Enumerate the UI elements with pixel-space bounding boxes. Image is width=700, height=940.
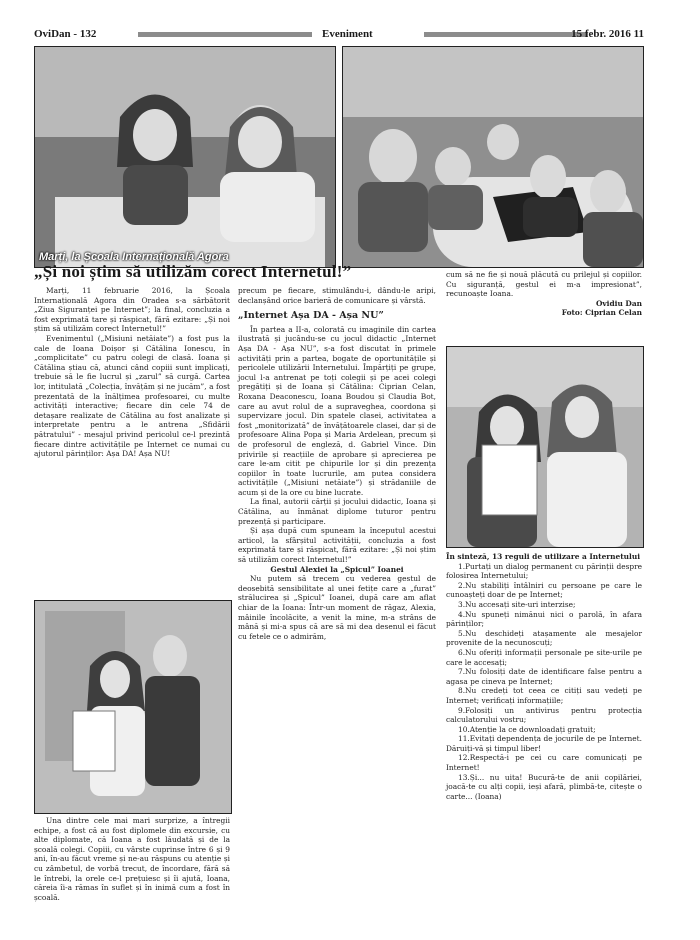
photo-right (446, 346, 644, 548)
rule-item: 7.Nu folosiți date de identificare false pentru a agasa pe cineva pe Internet; (446, 667, 642, 686)
author-signature: Ovidiu Dan (595, 298, 642, 308)
header-rule-right (424, 32, 588, 37)
paragraph: cum să ne fie și nouă plăcută cu prilejul și copiilor. Cu siguranță, gestul ei m-a impresionat”, recunoaște Ioana. (446, 270, 642, 299)
rules-list (446, 552, 642, 930)
article-column-1 (34, 286, 230, 598)
section-label: Eveniment (322, 28, 373, 40)
article-column-3 (446, 270, 642, 342)
photo-credit: Foto: Ciprian Celan (561, 308, 642, 318)
article-subtitle: „Internet Așa DA - Așa NU” (238, 310, 384, 322)
rule-item: 6.Nu oferiți informații personale pe site-urile pe care le accesați; (446, 647, 642, 667)
paragraph: În partea a II-a, colorată cu imaginile din cartea ilustrată și jucându-se cu jocul didactic „Internet Așa DA - Așa NU”, s-a fost discutat în primele activități prin a partea, bogate de oportunitățile și pericolele utilizării Internetului. Împărțiți pe grupe, jocul l-a antrenat pe toți colegii și pe acei colegi pregătiți și de Ioana și Cătălina: Ciprian Celan, Roxana Deaconescu, Ioana Boudou și Claudia Bot, care au avut rolul de a supraveghea, coordona și supervizare jocul. Din spatele clasei, activitatea a fost „monitorizată” de învățătoarele clasei, dar și de profesoare Alina Popa și Maria Ardelean, precum și de profesorul de engleză, d. Gabriel Vince. Din privirile și reacțiile de aprobare și aprecierea pe care le-am citit pe chipurile lor și din prezența copiilor în toate lucrurile, am putea considera activitățile („Misiuni netăiate”) și strădaniile de acum și de la ore cu bine lucrate. (238, 324, 436, 497)
photo-bottom-left-image (35, 601, 231, 813)
section-subheading: Gestul Alexiei la „Spicul” Ioanei (270, 564, 404, 574)
photo-top-right (342, 46, 644, 268)
photo-top-left-image (35, 47, 335, 267)
rule-item: 12.Respectă-i pe cei cu care comunicați pe Internet! (446, 753, 642, 773)
article-column-2 (238, 286, 436, 928)
paragraph: Una dintre cele mai mari surprize, a întregii echipe, a fost că au fost diplomele din excursie, cu alte diplomate, că Ioana a fost lăudată și de la școală colegi. Copiii, cu vârste cuprinse între 6 și 9 ani, în-au făcut vreme și ne-au răspuns cu atenție și cu zâmbetul, de vorbă trecut, de încordare, fără să le întrebi, la orele ce-l prețuiesc și îi ajută, Ioana, căreia îi-a rămas în suflet și în inimă cum a fost în școală. (34, 816, 230, 902)
paragraph: precum pe fiecare, stimulându-i, dându-le aripi, declanșând orice barieră de comunicare și vârstă. (238, 286, 436, 305)
rules-title: În sinteză, 13 reguli de utilizare a Internetului (446, 552, 641, 561)
paragraph: Evenimentul („Misiuni netăiate”) a fost pus la cale de Ioana Doișor și Cătălina Ionescu, în „complicitate” cu patru colegi de clasă. Ioana și Cătălina știau că, atunci când copiii sunt implicați, trebuie să le fie lucrul și „zarul” să curgă. Cartea lor, intitulată „Colecția, învățăm și ne jucăm”, a fost prezentată de la înălțimea profesoarei, cu multe activități interactive; fiecare din cele 74 de detașare realizate de Cătălina au fost analizate și interpretate pentru a le antrena „Sfidării pătratului” - mesajul privind pericolul ce-l prezintă fiecare dintre activitățile pe Internet ce numai cu ajutorul părinților: Așa DA! Așa NU! (34, 333, 230, 459)
rule-item: 10.Atenție la ce downloadați gratuit; (458, 724, 596, 734)
paragraph: La final, autorii cărții și jocului didactic, Ioana și Cătălina, au înmânat diplome tuturor pentru prezență și participare. (238, 497, 436, 526)
issue-label: OviDan - 132 (34, 28, 97, 40)
photo-top-left (34, 46, 336, 268)
paragraph: Marți, 11 februarie 2016, la Școala Internațională Agora din Oradea s-a sărbătorit „Ziua Siguranței pe Internet”; la final, concluzia a fost exprimată tare și răspicat, fără ezitare: „Și noi știm să utilizăm corect Internetul!” (34, 286, 230, 334)
rule-item: 1.Purtați un dialog permanent cu părinții despre folosirea Internetului; (446, 561, 642, 581)
rule-item: 11.Evitați dependența de jocurile de pe Internet. Dăruiți-vă și timpul liber! (446, 734, 642, 753)
photo-top-right-image (343, 47, 643, 267)
header-rule-left (138, 32, 312, 37)
page-header (34, 28, 644, 42)
rule-item: 9.Folosiți un antivirus pentru protecția calculatorului vostru; (446, 705, 642, 725)
article-title: „Și noi știm să utilizăm corect Internetul!” (34, 262, 352, 281)
photo-caption: Marți, la Școala Internațională Agora (39, 251, 229, 263)
rule-item: 3.Nu accesați site-uri interzise; (458, 599, 576, 609)
paragraph: Nu putem să trecem cu vederea gestul de deosebită sensibilitate al unei fetițe care a „furat” strălucirea și „Spicul” Ioanei, după care am aflat chiar de la Ioana: Într-un moment de răgaz, Alexia, mâinile încolăcite, a venit la mine, m-a strâns de mână și mi-a spus că are să mi dea desenul ei făcut cu fetele ce o admirăm, (238, 574, 436, 641)
rule-item: 5.Nu deschideți atașamente ale mesajelor provenite de la necunoscuți; (446, 628, 642, 648)
date-page-label: 15 febr. 2016 11 (571, 28, 644, 40)
rule-item: 8.Nu credeți tot ceea ce citiți sau vedeți pe Internet; verificați informațiile; (446, 686, 642, 705)
rule-item: 4.Nu spuneți nimănui nici o parolă, în afara părinților; (446, 609, 642, 629)
article-column-1-lower (34, 816, 230, 928)
rule-item: 13.Și... nu uita! Bucură-te de anii copilăriei, joacă-te cu alți copii, ieși afară, plimbă-te, citește o carte... (Ioana) (446, 772, 642, 801)
photo-bottom-left (34, 600, 232, 814)
rule-item: 2.Nu stabiliți întâlniri cu persoane pe care le cunoașteți doar de pe Internet; (446, 580, 642, 600)
paragraph: Și așa după cum spuneam la începutul acestui articol, la sfârșitul activității, concluzia a fost exprimată tare și răspicat, fără ezitare: „Și noi știm să utilizăm corect Internetul!” (238, 526, 436, 565)
photo-right-image (447, 347, 643, 547)
